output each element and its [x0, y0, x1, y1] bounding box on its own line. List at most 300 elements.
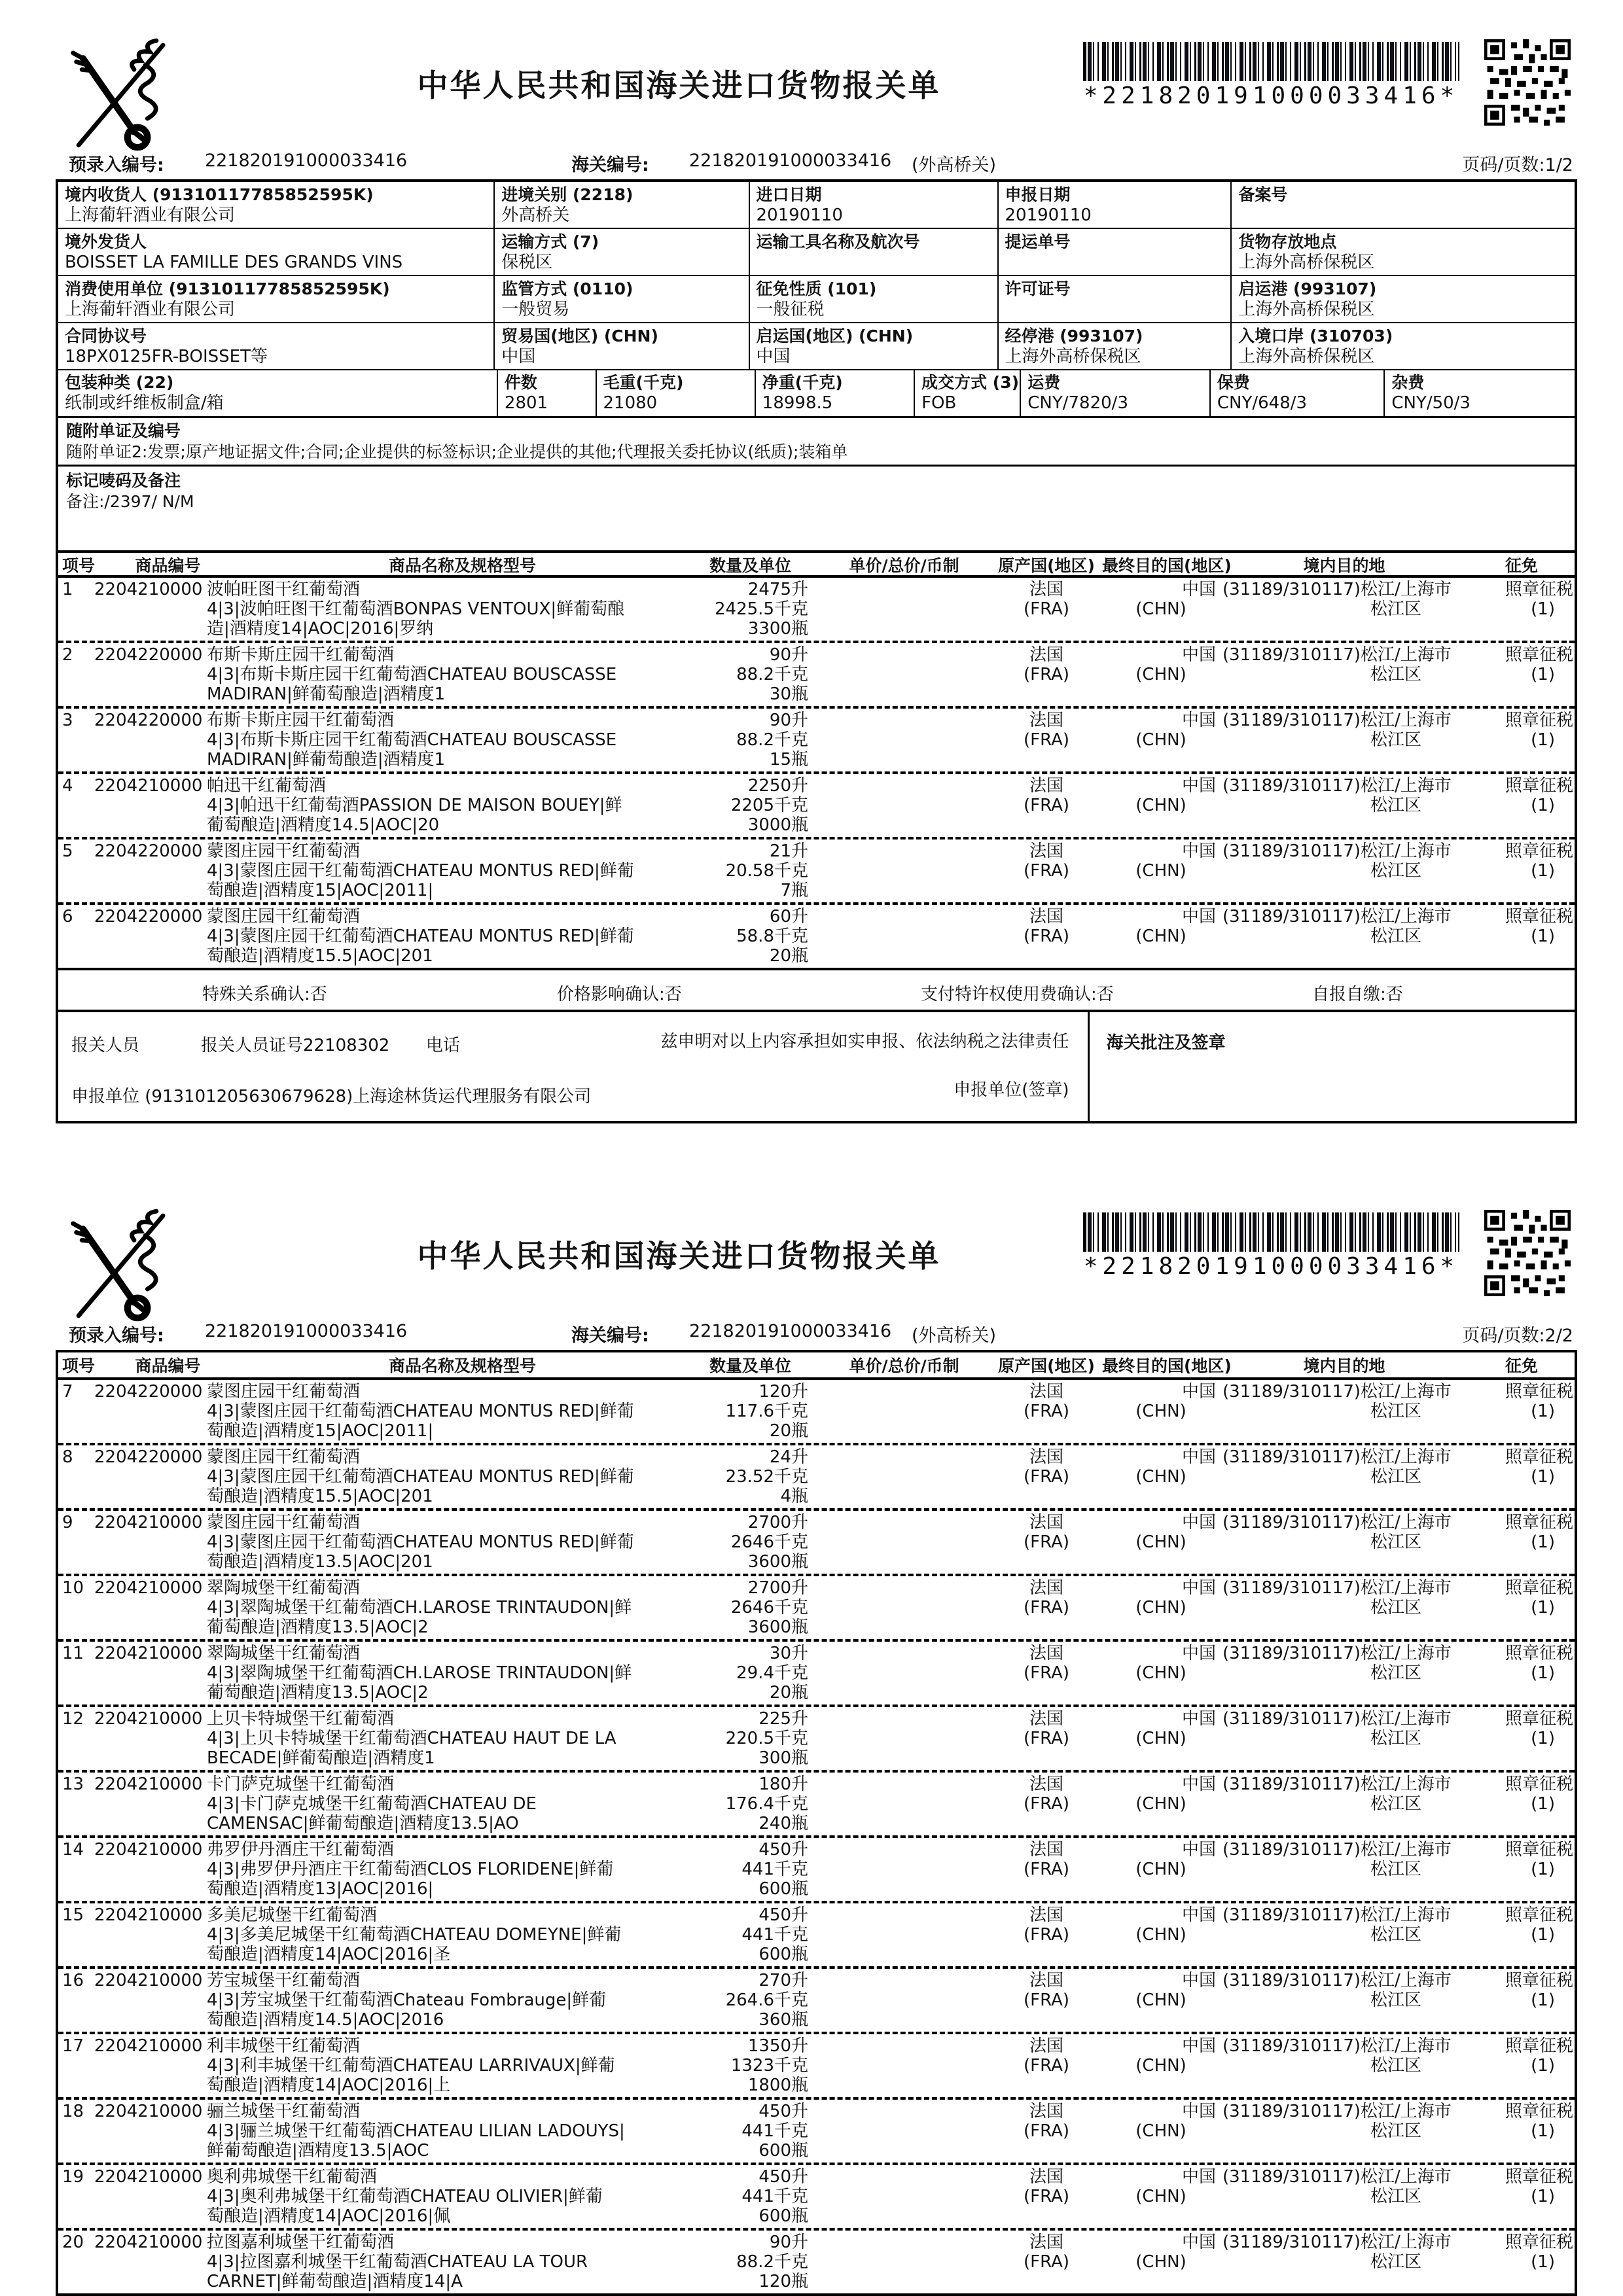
item-quantity-line: 90升: [769, 2233, 808, 2252]
domestic-district: 松江区: [1370, 730, 1421, 750]
qr-code-icon: [1484, 39, 1571, 126]
field-label: 征免性质 (101): [756, 279, 877, 298]
dest-country: 中国: [1181, 645, 1216, 665]
origin-code: (FRA): [1023, 1860, 1070, 1879]
field-label: 备案号: [1238, 185, 1288, 204]
item-origin-cell: [991, 1644, 1102, 1703]
item-unit-price-cell: [817, 1971, 991, 2030]
page-number: 页码/页数:1/2: [1462, 155, 1573, 175]
field-value: FOB: [921, 393, 957, 413]
levy-mode: 照章征税: [1505, 1644, 1573, 1663]
marks-remarks-label: 标记唛码及备注: [66, 471, 181, 490]
item-origin-cell: [991, 1709, 1102, 1768]
item-quantity-line: 2700升: [747, 1513, 808, 1532]
item-quantity-line: 220.5千克: [725, 1729, 808, 1748]
item-line1: [94, 776, 683, 796]
levy-code: (1): [1531, 730, 1555, 750]
item-quantity-cell: [683, 1775, 817, 1833]
dest-code: (CHN): [1135, 1794, 1186, 1814]
field-value: BOISSET LA FAMILLE DES GRANDS VINS: [65, 253, 403, 272]
item-name-spec-cell: [94, 1971, 683, 2030]
field-label: 监管方式 (0110): [501, 279, 633, 298]
origin-country: 法国: [1029, 1709, 1063, 1729]
dest-code: (CHN): [1135, 927, 1186, 946]
item-destination-cell: [1102, 711, 1220, 769]
item-quantity-line: 120升: [758, 1382, 808, 1402]
goods-col-header: 境内目的地: [1303, 1356, 1385, 1375]
item-origin-cell: [991, 580, 1102, 639]
domestic-destination: (31189/310117)松江/上海市: [1222, 776, 1452, 796]
field-value: 上海葡轩酒业有限公司: [65, 300, 236, 319]
dest-code: (CHN): [1135, 1860, 1186, 1879]
item-origin-cell: [991, 2036, 1102, 2095]
info-cell: [750, 182, 999, 229]
item-name-spec-cell: [94, 1447, 683, 1506]
item-levy-cell: [1469, 711, 1575, 769]
item-spec-line: 4|3|波帕旺图干红葡萄酒BONPAS VENTOUX|鲜葡萄酿: [207, 599, 625, 619]
field-label: 启运国(地区) (CHN): [756, 327, 914, 345]
item-quantity-line: 2205千克: [730, 796, 808, 815]
item-name-spec-cell: [94, 1382, 683, 1441]
prerecord-no-value: 221820191000033416: [205, 1321, 408, 1341]
info-cell: [999, 182, 1232, 229]
domestic-district: 松江区: [1370, 2187, 1421, 2206]
domestic-district: 松江区: [1370, 1729, 1421, 1748]
item-quantity-line: 270升: [758, 1971, 808, 1990]
dest-country: 中国: [1181, 2233, 1216, 2252]
item-no: 3: [62, 711, 73, 730]
item-destination-cell: [1102, 1775, 1220, 1833]
item-unit-price-cell: [817, 1382, 991, 1441]
item-no: 5: [62, 841, 73, 861]
origin-code: (FRA): [1023, 599, 1070, 619]
declaration-footer: [58, 1010, 1575, 1121]
item-spec-line: 4|3|上贝卡特城堡干红葡萄酒CHATEAU HAUT DE LA: [207, 1729, 616, 1748]
item-quantity-line: 176.4千克: [725, 1794, 808, 1814]
item-quantity-line: 2250升: [747, 776, 808, 796]
domestic-destination: (31189/310117)松江/上海市: [1222, 1775, 1452, 1794]
goods-item-row: [58, 709, 1575, 774]
pack-cell: [915, 370, 1021, 416]
item-unit-price-cell: [817, 1709, 991, 1768]
customs-no-label: 海关编号:: [571, 155, 649, 175]
domestic-district: 松江区: [1370, 1598, 1421, 1617]
item-quantity-line: 600瓶: [758, 2206, 808, 2226]
item-unit-price-cell: [817, 1644, 991, 1703]
info-cell: [1232, 276, 1575, 323]
item-name-spec-cell: [94, 645, 683, 704]
field-label: 入境口岸 (310703): [1238, 327, 1393, 345]
item-spec-line: CARNET|鲜葡萄酿造|酒精度14|A: [207, 2272, 463, 2291]
origin-code: (FRA): [1023, 796, 1070, 815]
goods-item-row: [58, 774, 1575, 839]
goods-table-body-page2: [58, 1380, 1575, 2293]
origin-country: 法国: [1029, 776, 1063, 796]
item-name: 拉图嘉利城堡干红葡萄酒: [207, 2233, 395, 2252]
item-spec-line: 萄酿造|酒精度14|AOC|2016|圣: [207, 1945, 451, 1964]
item-quantity-line: 117.6千克: [725, 1402, 808, 1421]
page-number: 页码/页数:2/2: [1462, 1326, 1573, 1346]
domestic-district: 松江区: [1370, 665, 1421, 684]
item-spec-line: 萄酿造|酒精度15.5|AOC|201: [207, 1487, 433, 1506]
field-value: CNY/648/3: [1217, 393, 1308, 413]
item-quantity-cell: [683, 2233, 817, 2291]
dest-country: 中国: [1181, 2036, 1216, 2056]
item-spec-line: 4|3|翠陶城堡干红葡萄酒CH.LAROSE TRINTAUDON|鲜: [207, 1598, 632, 1617]
item-hs-code: 2204210000: [94, 1971, 203, 1990]
levy-mode: 照章征税: [1505, 1709, 1573, 1729]
item-quantity-line: 88.2千克: [736, 730, 808, 750]
origin-code: (FRA): [1023, 1402, 1070, 1421]
item-origin-cell: [991, 1578, 1102, 1637]
dest-country: 中国: [1181, 776, 1216, 796]
item-quantity-cell: [683, 1644, 817, 1703]
item-hs-code: 2204210000: [94, 1775, 203, 1794]
origin-code: (FRA): [1023, 927, 1070, 946]
goods-item-row: [58, 1380, 1575, 1445]
item-name-spec-cell: [94, 2233, 683, 2291]
barcode-bars-icon: [1083, 42, 1459, 81]
domestic-destination: (31189/310117)松江/上海市: [1222, 711, 1452, 730]
levy-mode: 照章征税: [1505, 907, 1573, 927]
item-line1: [94, 841, 683, 861]
goods-col-header: 项号: [62, 1356, 96, 1375]
item-levy-cell: [1469, 1905, 1575, 1964]
item-spec-line: 萄酿造|酒精度15.5|AOC|201: [207, 946, 433, 966]
field-label: 杂费: [1391, 373, 1425, 392]
prerecord-no-value: 221820191000033416: [205, 150, 408, 171]
item-quantity-cell: [683, 580, 817, 639]
origin-country: 法国: [1029, 1382, 1063, 1402]
declaration-form-page2: [56, 1350, 1577, 2296]
field-value: 上海葡轩酒业有限公司: [65, 205, 236, 225]
item-destination-cell: [1102, 1971, 1220, 2030]
item-quantity-line: 2646千克: [730, 1532, 808, 1552]
item-quantity-line: 360瓶: [758, 2010, 808, 2030]
levy-mode: 照章征税: [1505, 2233, 1573, 2252]
item-name: 翠陶城堡干红葡萄酒: [207, 1644, 361, 1663]
levy-mode: 照章征税: [1505, 1578, 1573, 1598]
item-domestic-destination-cell: [1220, 1382, 1469, 1441]
item-origin-cell: [991, 776, 1102, 835]
item-levy-cell: [1469, 1840, 1575, 1899]
field-label: 进境关别 (2218): [501, 185, 633, 204]
item-name-spec-cell: [94, 776, 683, 835]
item-hs-code: 2204210000: [94, 1578, 203, 1598]
domestic-district: 松江区: [1370, 927, 1421, 946]
domestic-district: 松江区: [1370, 861, 1421, 881]
levy-mode: 照章征税: [1505, 1905, 1573, 1925]
item-name: 蒙图庄园干红葡萄酒: [207, 1382, 361, 1402]
serial-line: [56, 150, 1577, 179]
item-name: 布斯卡斯庄园干红葡萄酒: [207, 711, 395, 730]
levy-code: (1): [1531, 927, 1555, 946]
item-line1: [94, 1513, 683, 1532]
dest-country: 中国: [1181, 841, 1216, 861]
item-origin-cell: [991, 841, 1102, 900]
item-quantity-line: 450升: [758, 1905, 808, 1925]
item-hs-code: 2204210000: [94, 1513, 203, 1532]
phone-label: 电话: [426, 1036, 461, 1055]
item-domestic-destination-cell: [1220, 2167, 1469, 2226]
customs-notes-label: 海关批注及签章: [1106, 1033, 1226, 1053]
pack-cell: [58, 370, 498, 416]
item-name: 蒙图庄园干红葡萄酒: [207, 1447, 361, 1467]
domestic-destination: (31189/310117)松江/上海市: [1222, 1905, 1452, 1925]
attached-documents-content: 随附单证2:发票;原产地证据文件;合同;企业提供的标签标识;企业提供的其他;代理报关委托协议(纸质);装箱单: [66, 442, 848, 461]
item-hs-code: 2204220000: [94, 711, 203, 730]
item-spec-line: 萄酿造|酒精度14|AOC|2016|上: [207, 2075, 451, 2095]
item-name-spec-cell: [94, 1840, 683, 1899]
item-quantity-line: 2425.5千克: [715, 599, 808, 619]
item-no: 10: [62, 1578, 84, 1598]
item-spec-line: 葡萄酿造|酒精度13.5|AOC|2: [207, 1683, 429, 1703]
field-value: 中国: [501, 347, 536, 366]
item-spec-line: 4|3|翠陶城堡干红葡萄酒CH.LAROSE TRINTAUDON|鲜: [207, 1663, 632, 1683]
levy-code: (1): [1531, 1860, 1555, 1879]
item-destination-cell: [1102, 1382, 1220, 1441]
item-spec-line: BECADE|鲜葡萄酿造|酒精度1: [207, 1748, 435, 1768]
field-value: CNY/50/3: [1391, 393, 1471, 413]
item-destination-cell: [1102, 2233, 1220, 2291]
item-unit-price-cell: [817, 2102, 991, 2161]
item-domestic-destination-cell: [1220, 711, 1469, 769]
goods-item-row: [58, 2100, 1575, 2165]
item-line1: [94, 2233, 683, 2252]
item-unit-price-cell: [817, 2233, 991, 2291]
item-spec-line: 4|3|帕迅干红葡萄酒PASSION DE MAISON BOUEY|鲜: [207, 796, 622, 815]
domestic-district: 松江区: [1370, 796, 1421, 815]
origin-country: 法国: [1029, 1905, 1063, 1925]
domestic-district: 松江区: [1370, 2252, 1421, 2272]
item-quantity-cell: [683, 1971, 817, 2030]
item-quantity-cell: [683, 1840, 817, 1899]
field-value: 20190110: [1005, 205, 1092, 225]
item-levy-cell: [1469, 1382, 1575, 1441]
page-header: [56, 1205, 1577, 1317]
item-hs-code: 2204210000: [94, 580, 203, 599]
info-cell: [495, 229, 749, 276]
item-line1: [94, 1709, 683, 1729]
levy-code: (1): [1531, 1990, 1555, 2010]
info-cell: [1232, 323, 1575, 370]
item-name-spec-cell: [94, 1775, 683, 1833]
goods-item-row: [58, 839, 1575, 905]
item-spec-line: 造|酒精度14|AOC|2016|罗纳: [207, 619, 434, 639]
dest-code: (CHN): [1135, 2252, 1186, 2272]
broker-label: 报关人员: [71, 1036, 140, 1055]
item-unit-price-cell: [817, 776, 991, 835]
field-value: 上海外高桥保税区: [1005, 347, 1141, 366]
field-label: 件数: [504, 373, 537, 392]
goods-item-row: [58, 2231, 1575, 2293]
origin-country: 法国: [1029, 1971, 1063, 1990]
item-quantity-line: 30升: [769, 1644, 808, 1663]
item-hs-code: 2204210000: [94, 2102, 203, 2121]
dest-code: (CHN): [1135, 2121, 1186, 2141]
levy-mode: 照章征税: [1505, 645, 1573, 665]
origin-code: (FRA): [1023, 1663, 1070, 1683]
item-line1: [94, 1905, 683, 1925]
domestic-destination: (31189/310117)松江/上海市: [1222, 645, 1452, 665]
item-unit-price-cell: [817, 1840, 991, 1899]
goods-col-header: 商品编号: [135, 556, 201, 575]
levy-code: (1): [1531, 1663, 1555, 1683]
confirmation-item: 价格影响确认:否: [557, 985, 682, 1004]
item-no: 12: [62, 1709, 84, 1729]
origin-country: 法国: [1029, 1447, 1063, 1467]
item-no: 4: [62, 776, 73, 796]
item-hs-code: 2204220000: [94, 907, 203, 927]
item-name-spec-cell: [94, 1578, 683, 1637]
item-quantity-line: 60升: [769, 907, 808, 927]
item-domestic-destination-cell: [1220, 2233, 1469, 2291]
declaration-form-page1: [56, 179, 1577, 1123]
item-levy-cell: [1469, 645, 1575, 704]
goods-col-header: 原产国(地区): [998, 556, 1095, 575]
qr-code-icon: [1484, 1210, 1571, 1296]
origin-code: (FRA): [1023, 1532, 1070, 1552]
domestic-destination: (31189/310117)松江/上海市: [1222, 1578, 1452, 1598]
item-hs-code: 2204220000: [94, 1382, 203, 1402]
item-name: 蒙图庄园干红葡萄酒: [207, 1513, 361, 1532]
goods-col-header: 数量及单位: [709, 556, 791, 575]
domestic-destination: (31189/310117)松江/上海市: [1222, 2036, 1452, 2056]
levy-mode: 照章征税: [1505, 776, 1573, 796]
dest-country: 中国: [1181, 2167, 1216, 2187]
item-spec-line: 葡萄酿造|酒精度13.5|AOC|2: [207, 1617, 429, 1637]
dest-code: (CHN): [1135, 730, 1186, 750]
field-value: 18998.5: [762, 393, 833, 413]
item-spec-line: MADIRAN|鲜葡萄酿造|酒精度1: [207, 684, 446, 704]
dest-country: 中国: [1181, 1382, 1216, 1402]
item-quantity-line: 240瓶: [758, 1814, 808, 1833]
item-quantity-line: 20.58千克: [725, 861, 808, 881]
item-quantity-line: 2700升: [747, 1578, 808, 1598]
origin-code: (FRA): [1023, 1598, 1070, 1617]
pack-cell: [1021, 370, 1211, 416]
item-name: 卡门萨克城堡干红葡萄酒: [207, 1775, 395, 1794]
item-hs-code: 2204210000: [94, 1905, 203, 1925]
item-quantity-line: 3300瓶: [747, 619, 808, 639]
item-destination-cell: [1102, 1905, 1220, 1964]
field-label: 境内收货人 (91310117785852595K): [65, 185, 374, 204]
info-cell: [999, 276, 1232, 323]
item-quantity-line: 20瓶: [769, 1421, 808, 1441]
goods-item-row: [58, 1838, 1575, 1903]
dest-country: 中国: [1181, 1513, 1216, 1532]
item-destination-cell: [1102, 2102, 1220, 2161]
dest-country: 中国: [1181, 1905, 1216, 1925]
item-spec-line: 萄酿造|酒精度15|AOC|2011|: [207, 881, 434, 900]
item-levy-cell: [1469, 841, 1575, 900]
levy-code: (1): [1531, 1794, 1555, 1814]
field-label: 运费: [1027, 373, 1061, 392]
item-origin-cell: [991, 1840, 1102, 1899]
domestic-district: 松江区: [1370, 1794, 1421, 1814]
domestic-destination: (31189/310117)松江/上海市: [1222, 1382, 1452, 1402]
item-levy-cell: [1469, 1775, 1575, 1833]
domestic-destination: (31189/310117)松江/上海市: [1222, 841, 1452, 861]
item-quantity-line: 600瓶: [758, 1879, 808, 1899]
item-origin-cell: [991, 907, 1102, 966]
info-cell: [1232, 182, 1575, 229]
prerecord-no-label: 预录入编号:: [69, 155, 164, 175]
item-domestic-destination-cell: [1220, 1905, 1469, 1964]
goods-col-header: 最终目的国(地区): [1102, 556, 1232, 575]
attached-documents-row: [58, 418, 1575, 467]
barcode: [1083, 1212, 1459, 1280]
item-unit-price-cell: [817, 1775, 991, 1833]
item-quantity-line: 450升: [758, 1840, 808, 1860]
levy-code: (1): [1531, 861, 1555, 881]
item-spec-line: 萄酿造|酒精度14|AOC|2016|佩: [207, 2206, 451, 2226]
origin-code: (FRA): [1023, 665, 1070, 684]
item-quantity-cell: [683, 2167, 817, 2226]
item-quantity-cell: [683, 1578, 817, 1637]
item-spec-line: 鲜葡萄酿造|酒精度13.5|AOC: [207, 2141, 429, 2161]
item-domestic-destination-cell: [1220, 1578, 1469, 1637]
document-title: 中华人民共和国海关进口货物报关单: [417, 68, 941, 104]
dest-country: 中国: [1181, 711, 1216, 730]
origin-code: (FRA): [1023, 2121, 1070, 2141]
item-spec-line: 4|3|弗罗伊丹酒庄干红葡萄酒CLOS FLORIDENE|鲜葡: [207, 1860, 614, 1879]
goods-item-row: [58, 1642, 1575, 1707]
levy-code: (1): [1531, 796, 1555, 815]
field-label: 许可证号: [1005, 279, 1071, 298]
item-domestic-destination-cell: [1220, 1775, 1469, 1833]
item-unit-price-cell: [817, 580, 991, 639]
item-quantity-line: 264.6千克: [725, 1990, 808, 2010]
item-no: 8: [62, 1447, 73, 1467]
item-spec-line: 4|3|利丰城堡干红葡萄酒CHATEAU LARRIVAUX|鲜葡: [207, 2056, 615, 2075]
item-spec-line: 萄酿造|酒精度13|AOC|2016|: [207, 1879, 434, 1899]
item-levy-cell: [1469, 1709, 1575, 1768]
pack-cell: [1211, 370, 1385, 416]
item-quantity-line: 225升: [758, 1709, 808, 1729]
dest-code: (CHN): [1135, 1532, 1186, 1552]
item-quantity-line: 58.8千克: [736, 927, 808, 946]
domestic-district: 松江区: [1370, 1860, 1421, 1879]
levy-code: (1): [1531, 1925, 1555, 1945]
item-quantity-line: 180升: [758, 1775, 808, 1794]
goods-item-row: [58, 2034, 1575, 2100]
goods-item-row: [58, 1903, 1575, 1969]
item-name: 多美尼城堡干红葡萄酒: [207, 1905, 378, 1925]
item-domestic-destination-cell: [1220, 1709, 1469, 1768]
goods-col-header: 项号: [62, 556, 96, 575]
dest-code: (CHN): [1135, 1402, 1186, 1421]
item-unit-price-cell: [817, 2167, 991, 2226]
item-quantity-line: 3600瓶: [747, 1552, 808, 1572]
customs-no-value: 221820191000033416: [689, 1321, 892, 1341]
customs-office: (外高桥关): [912, 155, 997, 175]
item-levy-cell: [1469, 1644, 1575, 1703]
attached-documents-label: 随附单证及编号: [66, 421, 181, 440]
field-label: 经停港 (993107): [1005, 327, 1143, 345]
item-origin-cell: [991, 2102, 1102, 2161]
barcode-bars-icon: [1083, 1212, 1459, 1252]
origin-code: (FRA): [1023, 1925, 1070, 1945]
customs-no-label: 海关编号:: [571, 1326, 649, 1346]
goods-col-header: 最终目的国(地区): [1102, 1356, 1232, 1375]
origin-code: (FRA): [1023, 1990, 1070, 2010]
levy-code: (1): [1531, 2187, 1555, 2206]
origin-country: 法国: [1029, 1840, 1063, 1860]
item-name: 芳宝城堡干红葡萄酒: [207, 1971, 361, 1990]
field-label: 成交方式 (3): [921, 373, 1020, 392]
item-name-spec-cell: [94, 1513, 683, 1572]
